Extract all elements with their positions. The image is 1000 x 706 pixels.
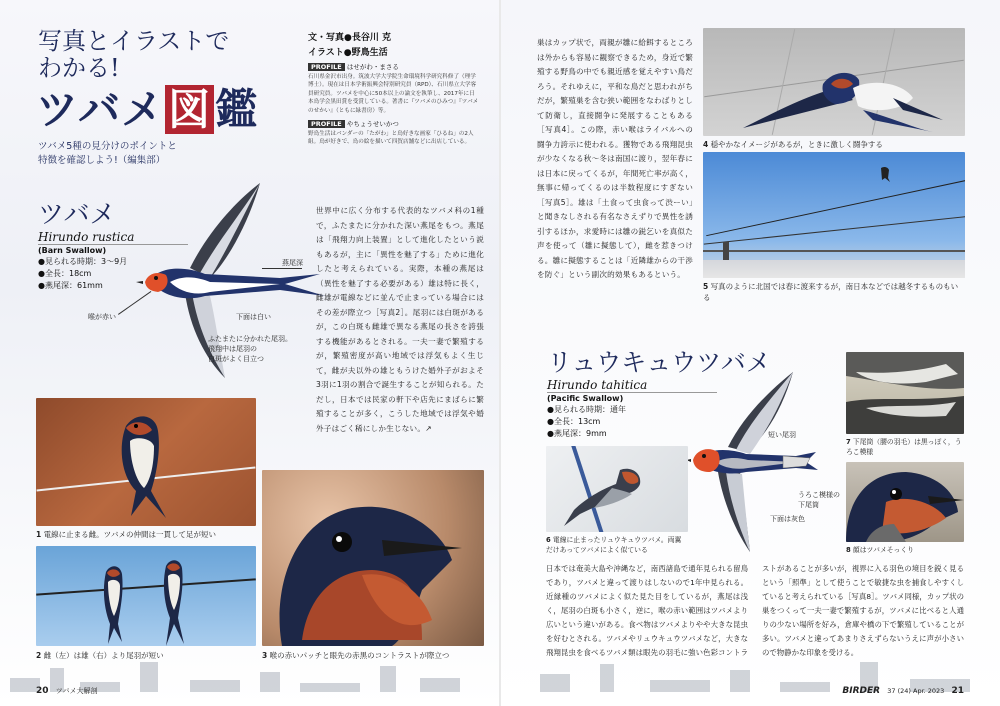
label-tail-depth: 燕尾深	[282, 259, 303, 267]
profile1-text: 石川県金沢市出身。筑波大学大学院生命環境科学研究科修了（理学博士）。現在は日本学術振興会特別研究員（RPD）、石川県立大学客員研究員。ツバメを中心に50本以上の論文を執筆し、2017年に日本鳥学会黒田賞を受賞している。著書に『ツバメのひみつ』『ツバメのせかい』（ともに緑書房）等。	[308, 74, 479, 114]
caption-5	[703, 281, 965, 303]
pacific-name-sci: Hirundo tahitica	[547, 378, 717, 393]
caption-7	[846, 437, 966, 457]
caption-3-text: 喉の赤いパッチと眼先の赤黒のコントラストが際立つ	[269, 651, 450, 660]
lead-text	[38, 140, 177, 168]
caption-1-text: 電線に止まる雌。ツバメの仲間は一貫して足が短い	[43, 530, 216, 539]
barn-continued-text: 巣はカップ状で，両親が雛に給餌するところは外からも容易に観察できるため，身近で繁殖する野鳥の中でも親近感を覚えやすい鳥だろう。それゆえに，平和な鳥だと思われがちだが，繁殖巣を含む狭い範囲をなわばりとして防衛し，直接闘争に発展することもある［写真4］。この際，赤い喉はライバルへの闘争力誇示に使われる。獲物である飛翔昆虫が少なくなる秋〜冬は南国に渡り，翌年春には日本に戻ってくるが，年間死亡率が高く，無事に帰ってくるのは半数程度にすぎない［写真5］。雄は「土食って虫食って渋ーい」と聞きなしされる有名なさえずりで異性を誘引するほか，求愛時には雛の鋭乞いを真似た声を使って（雛に擬態して），雌を惹きつける。雛に擬態することは「近隣雄からの干渉を防ぐ」という副次的効果もあるという。	[537, 38, 693, 279]
illust-credit: イラスト●野鳥生活	[308, 48, 388, 58]
photo-2-pair-on-wire	[36, 546, 256, 646]
barn-name-ja: ツバメ	[38, 200, 116, 230]
label-scaly-undertail	[798, 490, 840, 510]
caption-6	[546, 535, 688, 555]
barn-body-text: 世界中に広く分布する代表的なツバメ科の1種で，ふたまたに分かれた深い燕尾をもつ。燕尾は「飛翔力向上装置」として進化したという説もあるが，主に「異性を魅了する」ために進化したと考えられている。実際，本種の燕尾は（異性を魅了する必要がある）雄は特に長く，雌雄が電線などに並んで止まっている場合にはその差が際立つ［写真2］。尾羽には白斑があるが，この白斑も雌雄で異なる燕尾の長さを誇張する機能があるとされる。一夫一妻で繁殖するが，繁殖密度が高い地域では浮気もよく生じて，雌が夫以外の雄ともうけた婚外子がおよそ3羽に1羽の割合で誕生することが知られる。ただし，日本では民家の軒下や店先にまばらに繁殖することが多く，こうした地域では浮気や婚外子はごく稀にしか生じない。↗	[316, 206, 484, 433]
caption-8-text: 顔はツバメそっくり	[852, 546, 914, 554]
gutter	[499, 0, 501, 706]
photo-1-female-on-wire	[36, 398, 256, 526]
caption-5-text: 写真のように北国では春に渡来するが，南日本などでは越冬するものもいる	[703, 282, 959, 302]
label-undertail-line1: うろこ模様の	[798, 491, 840, 499]
section-title-left: ツバメ大解剖	[55, 687, 98, 695]
title-kan: 鑑	[215, 85, 259, 134]
pointer-line-tail	[262, 268, 302, 269]
profile2-name: やちょうせいかつ	[346, 120, 399, 129]
label-short-tail: 短い尾羽	[768, 431, 796, 439]
pacific-spec-length: ●全長：13cm	[547, 417, 601, 426]
profile-label-2: PROFILE	[308, 120, 345, 128]
tagline	[38, 28, 229, 82]
caption-4-number: 4	[703, 140, 709, 149]
page-number-left: 20	[36, 686, 49, 696]
credits-block	[308, 30, 480, 147]
caption-7-text: 下尾筒（腰の羽毛）は黒っぽく，うろこ模様	[846, 438, 962, 456]
label-undertail-line2: 下尾筒	[798, 501, 819, 509]
barn-name-en: (Barn Swallow)	[38, 246, 107, 255]
caption-6-text: 電線に止まったリュウキュウツバメ。両翼だけあってツバメによく似ている	[546, 536, 682, 554]
caption-7-number: 7	[846, 438, 851, 446]
label-fork-line2: 飛翔中は尾羽の	[208, 345, 257, 353]
label-fork-line1: ふたまたに分かれた尾羽。	[208, 335, 292, 343]
photo-5-swallow-on-powerline	[703, 152, 965, 278]
label-white-belly: 下面は白い	[236, 313, 271, 321]
photo-7-undertail-coverts	[846, 352, 964, 434]
lead-line2: 特徴を確認しよう!（編集部）	[38, 155, 166, 166]
label-grey-belly: 下面は灰色	[770, 515, 805, 523]
tagline-line1: 写真とイラストで	[38, 27, 230, 55]
caption-3	[262, 650, 484, 661]
barn-spec-tail: ●燕尾深：61mm	[38, 281, 103, 290]
caption-5-number: 5	[703, 282, 709, 291]
pacific-spec-season: ●見られる時期：通年	[547, 405, 626, 414]
barn-spec-season: ●見られる時期：3〜9月	[38, 257, 128, 266]
issue-info: 37 (24) Apr. 2023	[887, 687, 945, 695]
caption-2-number: 2	[36, 651, 42, 660]
author-credit: 文・写真●長谷川 克	[308, 33, 391, 43]
caption-4-text: 穏やかなイメージがあるが，ときに激しく闘争する	[710, 140, 883, 149]
photo-4-fighting-swallows	[703, 28, 965, 136]
barn-name-sci: Hirundo rustica	[38, 230, 188, 245]
main-title	[36, 86, 258, 134]
caption-8	[846, 545, 964, 556]
left-folio	[36, 686, 98, 696]
caption-2	[36, 650, 256, 661]
pacific-swallow-illustration	[688, 372, 838, 552]
label-forked-tail	[208, 334, 292, 364]
title-zu: 図	[165, 85, 214, 134]
photo-8-pacific-face	[846, 462, 964, 542]
caption-2-text: 雌（左）は雄（右）より尾羽が短い	[43, 651, 164, 660]
pacific-body-text: 日本では奄美大島や沖縄など，南西諸島で通年見られる留鳥であり，ツバメと違って渡りはしないので1年中見られる。近縁種のツバメによく似た見た目をしているが，燕尾は浅く，尾羽の白斑も小さく，逆に，喉の赤い範囲はツバメより広いという違いがある。食べ物はツバメよりやや大きな昆虫を好むとされる。ツバメやリュウキュウツバメなど，大きな飛翔昆虫を食べるツバメ類は眼先の羽毛に強い色彩コントラストがあることが多いが，視界に入る羽色の境目を鋭く見るという「照準」として使うことで敏捷な虫を捕食しやすくしていると考えられている［写真8］。ツバメ同様，カップ状の巣をつくって一夫一妻で繁殖するが，ツバメに比べると人通りの少ない場所を好み，倉庫や橋の下で繁殖していることが多い。ツバメと違ってあまりさえずらないうえに声が小さいので物静かな印象を受ける。	[546, 564, 964, 657]
barn-spec-length: ●全長：18cm	[38, 269, 92, 278]
profile1-name: はせがわ・まさる	[346, 63, 399, 71]
pacific-name-ja: リュウキュウツバメ	[547, 348, 771, 377]
photo-6-pacific-on-wire	[546, 446, 688, 532]
caption-8-number: 8	[846, 546, 851, 554]
profile2-text: 野鳥生活はバンダーの「たがわ」と鳥好きな画家「ひるね」の2人組。鳥が好きで、鳥の絵を描いて四賀店舗などに出店している。	[308, 131, 474, 146]
caption-6-number: 6	[546, 536, 551, 544]
label-fork-line3: 白斑がよく目立つ	[208, 355, 264, 363]
tagline-line2: わかる!	[38, 54, 120, 82]
caption-1-number: 1	[36, 530, 42, 539]
page-number-right: 21	[951, 686, 964, 696]
title-tsubame: ツバメ	[36, 85, 165, 134]
right-folio	[842, 686, 964, 696]
pacific-name-en: (Pacific Swallow)	[547, 394, 624, 403]
lead-line1: ツバメ5種の見分けのポイントと	[38, 141, 177, 152]
photo-3-closeup-face	[262, 470, 484, 646]
label-red-throat: 喉が赤い	[88, 313, 116, 321]
profile-label: PROFILE	[308, 63, 345, 71]
caption-4	[703, 139, 965, 150]
caption-1	[36, 529, 256, 540]
brand-birder: BIRDER	[842, 686, 881, 696]
pacific-spec-tail: ●燕尾深：9mm	[547, 429, 607, 438]
caption-3-number: 3	[262, 651, 268, 660]
